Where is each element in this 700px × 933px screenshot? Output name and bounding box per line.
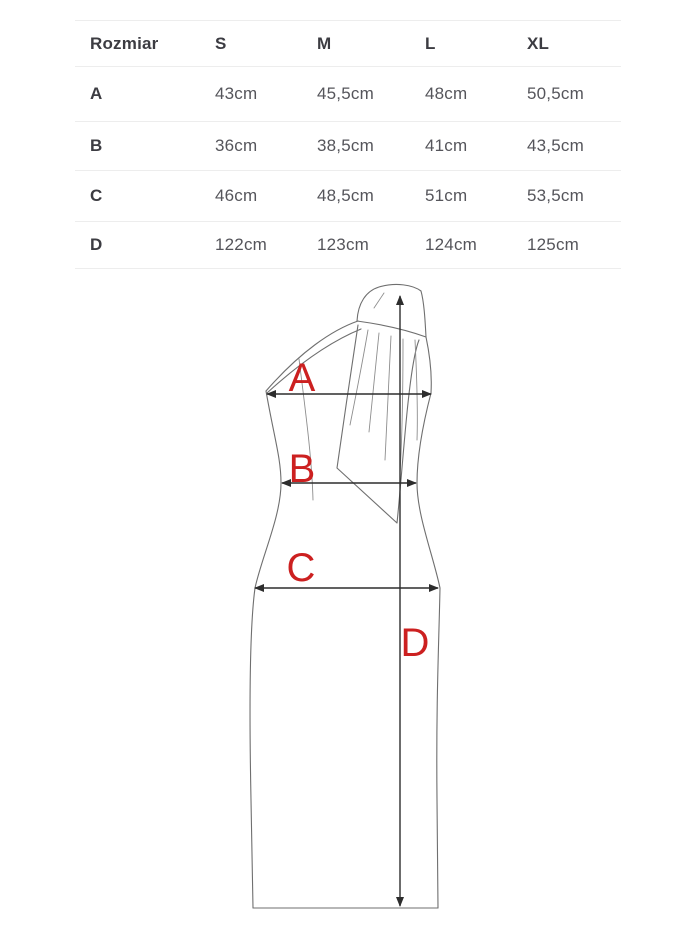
cell-c-s: 46cm bbox=[215, 186, 258, 205]
arrow-d-head-bottom bbox=[396, 897, 404, 907]
header-xl: XL bbox=[527, 33, 550, 53]
cell-c-l: 51cm bbox=[425, 186, 468, 205]
dress-sketch bbox=[250, 284, 440, 908]
header-m: M bbox=[317, 33, 332, 53]
label-a: A bbox=[288, 356, 316, 400]
row-label-a: A bbox=[90, 84, 103, 103]
drape-fold-5 bbox=[415, 340, 417, 440]
cell-a-s: 43cm bbox=[215, 84, 258, 103]
row-label-b: B bbox=[90, 136, 103, 155]
bow-knot bbox=[357, 284, 426, 337]
cell-b-l: 41cm bbox=[425, 136, 468, 155]
sash-drape bbox=[337, 325, 419, 523]
row-label-c: C bbox=[90, 186, 103, 205]
bow-knot-crease bbox=[374, 293, 384, 308]
cell-d-s: 122cm bbox=[215, 235, 268, 254]
dimension-arrows bbox=[254, 295, 439, 907]
header-size: Rozmiar bbox=[90, 33, 159, 53]
label-d: D bbox=[400, 621, 430, 665]
label-c: C bbox=[286, 546, 316, 590]
cell-c-m: 48,5cm bbox=[317, 186, 374, 205]
bow-tail-edge bbox=[426, 337, 431, 393]
cell-c-xl: 53,5cm bbox=[527, 186, 584, 205]
cell-d-l: 124cm bbox=[425, 235, 478, 254]
arrow-d-head-top bbox=[396, 295, 404, 305]
cell-b-xl: 43,5cm bbox=[527, 136, 584, 155]
cell-b-m: 38,5cm bbox=[317, 136, 374, 155]
row-label-d: D bbox=[90, 235, 103, 254]
cell-d-xl: 125cm bbox=[527, 235, 580, 254]
drape-fold-2 bbox=[369, 333, 379, 432]
cell-a-l: 48cm bbox=[425, 84, 468, 103]
drape-fold-1 bbox=[350, 330, 368, 425]
arrow-c-head-right bbox=[429, 584, 439, 592]
cell-a-xl: 50,5cm bbox=[527, 84, 584, 103]
cell-a-m: 45,5cm bbox=[317, 84, 374, 103]
label-b: B bbox=[288, 447, 316, 491]
header-l: L bbox=[425, 33, 436, 53]
header-s: S bbox=[215, 33, 227, 53]
drape-fold-3 bbox=[385, 336, 391, 460]
cell-b-s: 36cm bbox=[215, 136, 258, 155]
arrow-b-head-right bbox=[407, 479, 417, 487]
dress-left-side bbox=[250, 391, 281, 908]
cell-d-m: 123cm bbox=[317, 235, 370, 254]
